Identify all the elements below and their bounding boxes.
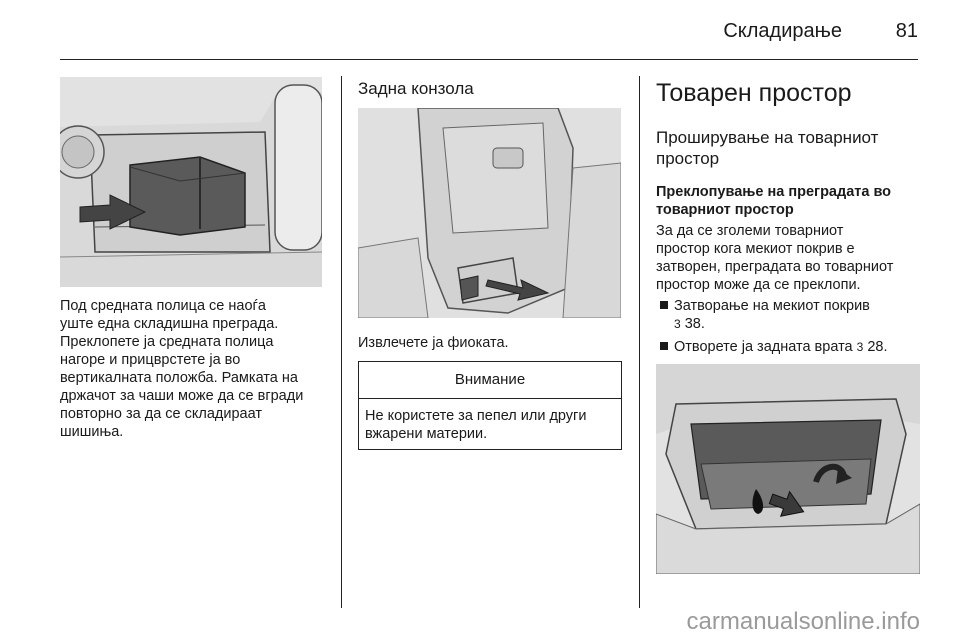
- left-paragraph-line: Под средната полица се наоѓа: [60, 298, 266, 314]
- minor-heading: [656, 183, 891, 219]
- rear-console-drawer-figure: [358, 108, 621, 318]
- body-line: простор кога мекиот покрив е: [656, 241, 855, 257]
- left-paragraph-line: повторно за да се складираат: [60, 406, 263, 422]
- left-paragraph-line: Преклопете ја средната полица: [60, 334, 274, 350]
- center-console-storage-figure: [60, 77, 322, 287]
- page-header-title: Складирање: [723, 20, 842, 42]
- list-item-text: Затворање на мекиот покрив: [674, 298, 870, 314]
- instruction-list: [660, 297, 940, 361]
- list-item-ref: 38.: [684, 316, 705, 332]
- warning-box: [358, 361, 622, 450]
- header-rule: [60, 59, 918, 60]
- body-line: простор може да се преклопи.: [656, 277, 861, 293]
- warning-text-line: Не користете за пепел или други: [365, 408, 587, 424]
- left-paragraph-line: уште една складишна преграда.: [60, 316, 279, 332]
- body-line: За да се зголеми товарниот: [656, 223, 844, 239]
- left-paragraph-line: шишиња.: [60, 424, 124, 440]
- section-subheading: [656, 127, 878, 169]
- left-paragraph: [60, 297, 342, 441]
- chapter-title: Товарен простор: [656, 79, 852, 107]
- bullet-square-icon: [660, 342, 668, 350]
- page-reference-icon: 3: [674, 317, 681, 331]
- left-paragraph-line: нагоре и прицврстете ја во: [60, 352, 241, 368]
- bullet-square-icon: [660, 301, 668, 309]
- minor-heading-line: товарниот простор: [656, 202, 794, 218]
- body-line: затворен, преградата во товарниот: [656, 259, 894, 275]
- minor-heading-line: Преклопување на преградата во: [656, 184, 892, 200]
- list-item: [660, 338, 940, 356]
- cargo-partition-figure: [656, 364, 920, 574]
- left-paragraph-line: држачот за чаши може да се вгради: [60, 388, 304, 404]
- left-paragraph-line: вертикалната положба. Рамката на: [60, 370, 298, 386]
- list-item-text: Отворете ја задната врата: [674, 339, 853, 355]
- watermark-text: carmanualsonline.info: [686, 608, 920, 635]
- list-item: [660, 297, 940, 333]
- subheading-line: Проширување на товарниот: [656, 128, 879, 147]
- column-divider-right: [639, 76, 640, 608]
- list-item-ref: 28.: [867, 339, 888, 355]
- warning-text-line: вжарени материи.: [365, 426, 488, 442]
- drawer-caption: Извлечете ја фиоката.: [358, 335, 509, 351]
- rear-console-heading: Задна конзола: [358, 79, 474, 98]
- page-reference-icon: 3: [856, 340, 864, 354]
- warning-text: [359, 399, 621, 443]
- cargo-body-text: [656, 222, 946, 294]
- page-number: 81: [895, 20, 918, 42]
- subheading-line: простор: [656, 149, 720, 168]
- warning-title: Внимание: [359, 362, 621, 399]
